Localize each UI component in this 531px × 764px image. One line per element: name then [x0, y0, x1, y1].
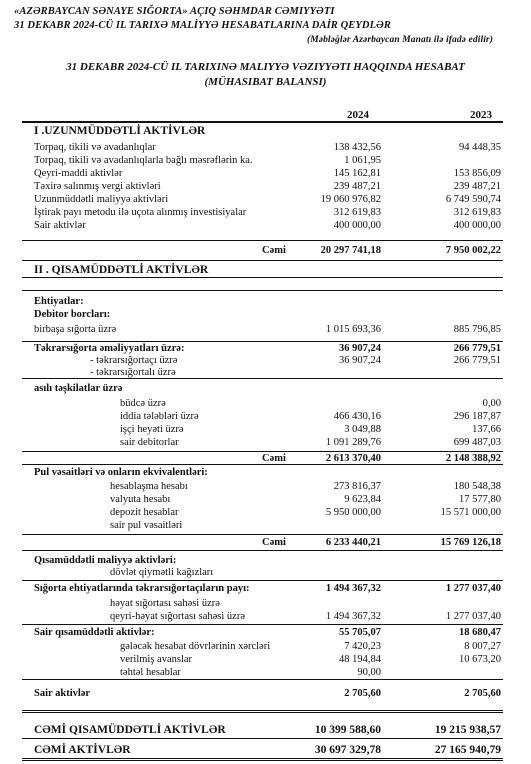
group-heading: Debitor borcları: [34, 309, 111, 320]
rule [22, 277, 503, 278]
rule [22, 624, 503, 625]
rule [22, 738, 503, 739]
rule [22, 341, 503, 342]
table-row: verilmiş avanslar 48 194,84 10 673,20 [120, 654, 501, 665]
header-rule [22, 121, 503, 123]
table-row: Sair aktivlər 400 000,00 400 000,00 [34, 220, 501, 231]
column-header-2024: 2024 [347, 109, 369, 121]
column-header-2023: 2023 [470, 109, 492, 121]
table-row: Təxirə salınmış vergi aktivləri 239 487,21 239 487,21 [34, 181, 501, 192]
rule [22, 451, 503, 452]
table-row: dövlət qiymətli kağızları [110, 567, 214, 578]
group-heading: Təkrarsığorta əməliyyatları üzrə: 36 907,24 266 779,51 [34, 343, 501, 354]
table-row: Torpaq, tikili və avadanlıqlar 138 432,56 94 448,35 [34, 142, 501, 153]
table-row: Qeyri-maddi aktivlər 145 162,81 153 856,09 [34, 168, 501, 179]
table-row: işçi heyəti üzrə 3 049,88 137,66 [120, 424, 501, 435]
rule [22, 534, 503, 535]
notes-title: 31 DEKABR 2024-CÜ IL TARIXƏ MALİYYƏ HESABATLARINA DAİR QEYDLƏR [14, 20, 391, 31]
statement-title: 31 DEKABR 2024-CÜ IL TARIXINƏ MALIYYƏ VƏZIYYƏTI HAQQINDA HESABAT [66, 61, 465, 73]
rule [22, 240, 503, 241]
subtotal-row: Cəmi 20 297 741,18 7 950 002,22 [262, 245, 501, 256]
group-heading: Qısamüddətli maliyyə aktivləri: [34, 555, 177, 566]
table-row: iddia tələbləri üzrə 466 430,16 296 187,87 [120, 411, 501, 422]
rule [22, 710, 503, 713]
table-row: depozit hesablar 5 950 000,00 15 571 000,00 [110, 507, 501, 518]
rule [22, 290, 503, 291]
group-heading: Sığorta ehtiyatlarında təkrarsığortaçıların payı: 1 494 367,32 1 277 037,40 [34, 583, 501, 594]
table-row: valyuta hesabı 9 623,84 17 577,80 [110, 494, 501, 505]
rule [22, 758, 503, 761]
table-row: sair debitorlar 1 091 289,76 699 487,03 [120, 437, 501, 448]
section-heading: I .UZUNMÜDDƏTLİ AKTİVLƏR [34, 125, 206, 137]
table-row: hesablaşma hesabı 273 816,37 180 548,38 [110, 481, 501, 492]
section-heading: II . QISAMÜDDƏTLİ AKTİVLƏR [34, 264, 209, 276]
table-row: - təkrarsığortalı üzrə [90, 367, 176, 378]
table-row: büdcə üzrə 0,00 [120, 398, 501, 409]
grand-total-row: CƏMİ AKTİVLƏR 30 697 329,78 27 165 940,79 [34, 744, 501, 756]
table-row: sair pul vəsaitləri [110, 520, 183, 531]
table-row: təhtəl hesablar 90,00 [120, 667, 381, 678]
rule [22, 580, 503, 581]
table-row: gələcək hesabat dövrlərinin xərcləri 7 420,23 8 007,27 [120, 641, 501, 652]
group-heading: Pul vəsaitləri və onların ekvivalentləri: [34, 467, 208, 478]
table-row: həyat sığortası sahəsi üzrə [110, 598, 220, 609]
group-heading: Ehtiyatlar: [34, 296, 84, 307]
table-row: İştirak payı metodu ilə uçota alınmış investisiyalar 312 619,83 312 619,83 [34, 207, 501, 218]
statement-subtitle: (MÜHASIBAT BALANSI) [204, 76, 327, 88]
company-name: «AZƏRBAYCAN SƏNAYE SIĞORTA» AÇIQ SƏHMDAR CƏMIYYƏTI [14, 6, 335, 17]
subtotal-row: Cəmi 6 233 440,21 15 769 126,18 [262, 537, 501, 548]
table-row: Torpaq, tikili və avadanlıqlarla bağlı məsrəflərin ka. 1 061,95 [34, 155, 381, 166]
table-row: Uzunmüddətli maliyyə aktivləri 19 060 976,82 6 749 590,74 [34, 194, 501, 205]
rule [22, 550, 503, 551]
table-row: birbaşa sığorta üzrə 1 015 693,36 885 796,85 [34, 324, 501, 335]
table-row: qeyri-həyat sığortası sahəsi üzrə 1 494 367,32 1 277 037,40 [110, 611, 501, 622]
subtotal-row: Cəmi 2 613 370,40 2 148 388,92 [262, 453, 501, 464]
grand-total-row: CƏMİ QISAMÜDDƏTLİ AKTİVLƏR 10 399 588,60 19 215 938,57 [34, 724, 501, 736]
currency-note: (Məbləğlər Azərbaycan Manatı ilə ifadə edilir) [306, 35, 493, 45]
group-heading: Sair qısamüddətli aktivlər: 55 705,07 18 680,47 [34, 627, 501, 638]
rule [22, 260, 503, 261]
rule [22, 679, 503, 680]
table-row: Sair aktivlər 2 705,60 2 705,60 [34, 688, 501, 699]
group-heading: asılı təşkilatlar üzrə [34, 383, 123, 394]
table-row: - təkrarsığortaçı üzrə 36 907,24 266 779,51 [90, 355, 501, 366]
